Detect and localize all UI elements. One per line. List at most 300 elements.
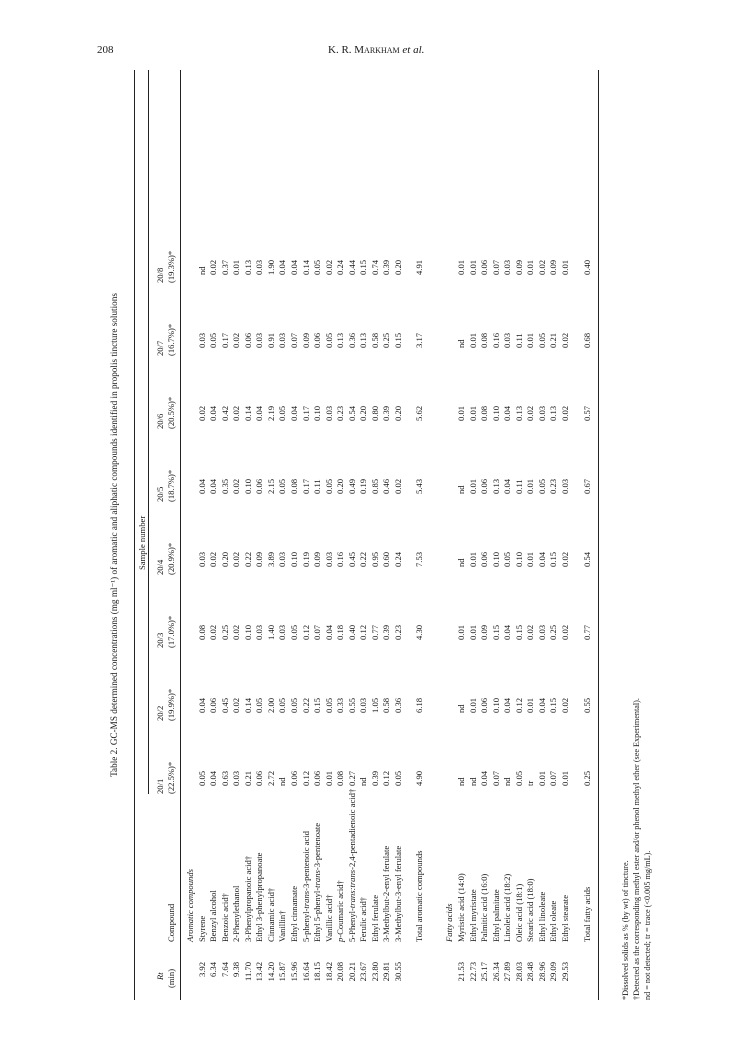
cell-value: 0.03 (323, 551, 334, 567)
sample-id-header: 20/3 (155, 632, 165, 648)
rt-value: 15.87 (277, 962, 288, 982)
compound-name: Cinnamic acid† (265, 887, 276, 942)
cell-value: 0.01 (456, 405, 466, 421)
cell-value: 0.02 (231, 624, 242, 640)
cell-value: 0.39 (369, 770, 380, 786)
cell-value: 0.06 (479, 551, 490, 567)
cell-value: 0.09 (513, 259, 524, 275)
compound-name: Ferulic acid† (358, 896, 369, 942)
rt-value: 22.73 (467, 962, 478, 982)
cell-value: 0.02 (231, 697, 242, 713)
cell-value: 0.63 (219, 770, 230, 786)
cell-value: nd (456, 339, 466, 348)
compound-name: Styrene (196, 915, 207, 942)
cell-value: 0.03 (277, 624, 288, 640)
cell-value: 0.20 (335, 478, 346, 494)
cell-value: 0.02 (525, 624, 536, 640)
cell-value: 0.02 (196, 405, 207, 421)
cell-value: 0.21 (548, 332, 559, 348)
cell-value: 0.03 (358, 697, 369, 713)
sample-solids-header: (19.9%)* (166, 688, 176, 721)
cell-value: 0.04 (323, 624, 334, 640)
cell-value: 0.01 (231, 259, 242, 275)
total-fatty-value: 0.68 (581, 332, 592, 348)
rt-value: 28.03 (513, 962, 524, 982)
cell-value: 0.05 (536, 478, 547, 494)
total-fatty-value: 0.55 (581, 697, 592, 713)
cell-value: 0.35 (219, 478, 230, 494)
cell-value: 0.06 (479, 259, 490, 275)
cell-value: 0.44 (346, 259, 357, 275)
total-fatty-value: 0.67 (581, 478, 592, 494)
cell-value: 0.27 (346, 770, 357, 786)
footnote: *Dissolved solids as % (by wt) of tincture. (621, 860, 630, 1000)
cell-value: 0.05 (323, 478, 334, 494)
cell-value: 0.19 (300, 551, 311, 567)
cell-value: 0.15 (513, 624, 524, 640)
page-number: 208 (97, 44, 114, 56)
cell-value: 0.03 (536, 405, 547, 421)
cell-value: 0.09 (479, 624, 490, 640)
section-heading-fatty: Fatty acids (444, 903, 455, 942)
rt-value: 6.34 (208, 962, 219, 978)
cell-value: 0.91 (265, 332, 276, 348)
cell-value: 0.01 (467, 478, 478, 494)
cell-value: 0.04 (277, 259, 288, 275)
sample-number-rule (148, 70, 149, 794)
compound-name: Palmitic acid (16:0) (479, 873, 490, 942)
rt-value: 18.15 (312, 962, 323, 982)
cell-value: 0.03 (536, 624, 547, 640)
cell-value: 0.04 (502, 697, 513, 713)
header-bottom-rule (180, 70, 181, 1000)
cell-value: 0.85 (369, 478, 380, 494)
cell-value: 0.37 (219, 259, 230, 275)
cell-value: 0.10 (513, 551, 524, 567)
sample-id-header: 20/8 (155, 267, 165, 283)
cell-value: 0.22 (242, 551, 253, 567)
cell-value: 0.01 (559, 770, 570, 786)
cell-value: 0.04 (208, 478, 219, 494)
cell-value: 0.13 (548, 405, 559, 421)
cell-value: 0.02 (231, 478, 242, 494)
cell-value: 0.22 (300, 697, 311, 713)
total-aromatic-value: 5.62 (414, 405, 425, 421)
rt-value: 30.55 (392, 962, 403, 982)
cell-value: 0.54 (346, 405, 357, 421)
rt-value: 26.34 (490, 962, 501, 982)
cell-value: 0.05 (323, 697, 334, 713)
rt-value: 28.96 (536, 962, 547, 982)
sample-solids-header: (20.5%)* (166, 396, 176, 429)
compound-name: Ethyl linoleate (536, 891, 547, 942)
cell-value: 0.03 (277, 551, 288, 567)
cell-value: 0.14 (242, 405, 253, 421)
cell-value: 0.02 (231, 551, 242, 567)
cell-value: 0.14 (300, 259, 311, 275)
cell-value: 0.10 (242, 624, 253, 640)
cell-value: 0.04 (288, 259, 299, 275)
rt-value: 18.42 (323, 962, 334, 982)
cell-value: 0.09 (254, 551, 265, 567)
cell-value: 0.36 (392, 697, 403, 713)
cell-value: 0.17 (300, 478, 311, 494)
sample-number-heading: Sample number (137, 515, 147, 570)
cell-value: 0.10 (288, 551, 299, 567)
cell-value: 0.01 (525, 478, 536, 494)
cell-value: 0.17 (300, 405, 311, 421)
rt-value: 11.70 (242, 962, 253, 982)
cell-value: 0.10 (490, 551, 501, 567)
rt-value: 16.64 (300, 962, 311, 982)
cell-value: 0.02 (208, 259, 219, 275)
rt-value: 13.42 (254, 962, 265, 982)
cell-value: 0.39 (381, 624, 392, 640)
cell-value: 0.06 (242, 332, 253, 348)
cell-value: 0.20 (392, 405, 403, 421)
cell-value: 0.05 (277, 405, 288, 421)
compound-name: Ethyl stearate (559, 894, 570, 942)
cell-value: 0.03 (323, 405, 334, 421)
cell-value: 0.58 (369, 332, 380, 348)
cell-value: 0.04 (502, 405, 513, 421)
compound-name: Benzyl alcohol (208, 890, 219, 942)
cell-value: 2.72 (265, 770, 276, 786)
total-fatty-label: Total fatty acids (581, 886, 592, 942)
cell-value: 0.60 (381, 551, 392, 567)
cell-value: 0.06 (479, 478, 490, 494)
cell-value: 0.02 (525, 405, 536, 421)
cell-value: 0.02 (392, 478, 403, 494)
cell-value: 0.11 (513, 333, 524, 348)
sample-id-header: 20/4 (155, 559, 165, 575)
compound-name: Ethyl 5-phenyl-trans-3-pentenoate (312, 822, 323, 942)
total-aromatic-value: 4.91 (414, 259, 425, 275)
cell-value: 0.04 (196, 697, 207, 713)
cell-value: 0.08 (288, 478, 299, 494)
rt-value: 27.89 (502, 962, 513, 982)
compound-name: Ethyl oleate (548, 900, 559, 942)
cell-value: 0.10 (490, 405, 501, 421)
cell-value: 0.25 (548, 624, 559, 640)
cell-value: 0.74 (369, 259, 380, 275)
cell-value: 0.40 (346, 624, 357, 640)
rotated-table-page (110, 70, 670, 1000)
cell-value: 0.05 (196, 770, 207, 786)
rt-value: 23.67 (358, 962, 369, 982)
cell-value: 0.15 (548, 697, 559, 713)
cell-value: nd (277, 777, 288, 786)
cell-value: 0.12 (358, 624, 369, 640)
cell-value: 0.07 (548, 770, 559, 786)
cell-value: 0.15 (392, 332, 403, 348)
cell-value: 0.02 (559, 551, 570, 567)
cell-value: 0.02 (559, 405, 570, 421)
cell-value: 0.10 (490, 697, 501, 713)
cell-value: 0.07 (490, 259, 501, 275)
cell-value: 0.09 (548, 259, 559, 275)
total-fatty-value: 0.54 (581, 551, 592, 567)
cell-value: 0.05 (502, 551, 513, 567)
compound-name: p-Coumaric acid† (335, 880, 346, 942)
cell-value: 0.05 (312, 259, 323, 275)
cell-value: 0.15 (490, 624, 501, 640)
cell-value: 0.45 (219, 697, 230, 713)
cell-value: 0.46 (381, 478, 392, 494)
rt-value: 29.09 (548, 962, 559, 982)
compound-name: Ethyl myristate (467, 889, 478, 942)
cell-value: 0.08 (479, 405, 490, 421)
cell-value: 0.12 (300, 624, 311, 640)
total-aromatic-value: 4.30 (414, 624, 425, 640)
cell-value: 0.10 (312, 405, 323, 421)
cell-value: 0.01 (559, 259, 570, 275)
cell-value: 0.04 (502, 624, 513, 640)
cell-value: 0.13 (335, 332, 346, 348)
cell-value: 0.04 (479, 770, 490, 786)
running-head-etal: et al. (399, 44, 425, 56)
cell-value: 0.04 (254, 405, 265, 421)
compound-name: Ethyl cinnamate (288, 885, 299, 942)
sample-id-header: 20/6 (155, 413, 165, 429)
compound-name: Oleic acid (18:1) (513, 883, 524, 942)
cell-value: 0.01 (467, 624, 478, 640)
cell-value: 0.05 (536, 332, 547, 348)
cell-value: 0.06 (254, 478, 265, 494)
cell-value: 0.16 (335, 551, 346, 567)
total-aromatic-label: Total aromatic compounds (414, 850, 425, 942)
table-bottom-rule (598, 70, 599, 1000)
rt-value: 25.17 (479, 962, 490, 982)
cell-value: 0.20 (219, 551, 230, 567)
cell-value: 0.01 (525, 259, 536, 275)
cell-value: 0.19 (358, 478, 369, 494)
cell-value: 0.01 (525, 551, 536, 567)
cell-value: 0.09 (300, 332, 311, 348)
cell-value: 0.02 (323, 259, 334, 275)
cell-value: 0.14 (242, 697, 253, 713)
cell-value: 0.15 (312, 697, 323, 713)
cell-value: 0.02 (559, 624, 570, 640)
cell-value: 0.05 (288, 697, 299, 713)
cell-value: 0.03 (196, 551, 207, 567)
sample-id-header: 20/1 (155, 778, 165, 794)
cell-value: 0.02 (536, 259, 547, 275)
compound-name: Ethyl palmitate (490, 889, 501, 942)
compound-name: Stearic acid (18:0) (525, 878, 536, 942)
cell-value: 1.05 (369, 697, 380, 713)
cell-value: 0.04 (208, 405, 219, 421)
cell-value: nd (502, 777, 513, 786)
sample-id-header: 20/7 (155, 340, 165, 356)
cell-value: 0.01 (323, 770, 334, 786)
cell-value: 0.80 (369, 405, 380, 421)
cell-value: 0.01 (525, 332, 536, 348)
rt-value: 29.81 (381, 962, 392, 982)
table-caption: Table 2. GC-MS determined concentrations (mg ml⁻¹) of aromatic and aliphatic compounds identified in propolis tincture solutions (109, 293, 119, 777)
cell-value: 0.06 (312, 332, 323, 348)
rt-value: 3.92 (196, 962, 207, 978)
cell-value: 0.21 (242, 770, 253, 786)
cell-value: 1.90 (265, 259, 276, 275)
table-footnotes (620, 698, 653, 1000)
cell-value: 0.23 (548, 478, 559, 494)
cell-value: 0.04 (288, 405, 299, 421)
rt-value: 15.96 (288, 962, 299, 982)
compound-name: Vanillin† (277, 910, 288, 942)
cell-value: 0.20 (358, 405, 369, 421)
cell-value: 0.02 (208, 624, 219, 640)
cell-value: 0.45 (346, 551, 357, 567)
cell-value: 0.06 (479, 697, 490, 713)
cell-value: nd (467, 777, 478, 786)
cell-value: 0.16 (490, 332, 501, 348)
cell-value: 0.39 (381, 259, 392, 275)
cell-value: nd (456, 704, 466, 713)
cell-value: 0.04 (502, 478, 513, 494)
cell-value: 0.05 (323, 332, 334, 348)
sample-solids-header: (20.9%)* (166, 542, 176, 575)
compound-name: 3-Methylbut-2-enyl ferulate (381, 845, 392, 942)
cell-value: 0.49 (346, 478, 357, 494)
cell-value: 0.08 (335, 770, 346, 786)
cell-value: 0.33 (335, 697, 346, 713)
cell-value: 0.23 (392, 624, 403, 640)
cell-value: 0.02 (559, 697, 570, 713)
section-heading-aromatic: Aromatic compounds (185, 869, 195, 942)
total-aromatic-value: 5.43 (414, 478, 425, 494)
cell-value: 0.17 (219, 332, 230, 348)
cell-value: 0.05 (277, 697, 288, 713)
compound-name: 2-Phenylethanol (231, 885, 242, 942)
cell-value: 0.07 (288, 332, 299, 348)
cell-value: 0.22 (358, 551, 369, 567)
cell-value: 0.08 (196, 624, 207, 640)
total-aromatic-value: 3.17 (414, 332, 425, 348)
cell-value: 0.03 (254, 332, 265, 348)
cell-value: 0.13 (513, 405, 524, 421)
rt-value: 14.20 (265, 962, 276, 982)
cell-value: 0.07 (490, 770, 501, 786)
cell-value: 0.01 (467, 697, 478, 713)
compound-name: 5-phenyl-trans-3-pentenoic acid (300, 831, 311, 942)
table-top-rule (134, 70, 135, 1000)
total-aromatic-value: 7.53 (414, 551, 425, 567)
cell-value: 0.03 (502, 332, 513, 348)
total-fatty-value: 0.40 (581, 259, 592, 275)
sample-solids-header: (19.3%)* (166, 250, 176, 283)
cell-value: 0.36 (346, 332, 357, 348)
compound-name: Linoleic acid (18:2) (502, 873, 513, 942)
sample-solids-header: (18.7%)* (166, 469, 176, 502)
rt-value: 7.64 (219, 962, 230, 978)
cell-value: 0.01 (467, 332, 478, 348)
compound-name: 5-Phenyl-trans:trans-2,4-pentadienoic acid† (346, 788, 357, 942)
rt-value: 21.53 (456, 962, 466, 982)
cell-value: 0.02 (231, 332, 242, 348)
cell-value: 0.11 (513, 479, 524, 494)
cell-value: 0.03 (559, 478, 570, 494)
cell-value: 0.25 (219, 624, 230, 640)
cell-value: 0.12 (300, 770, 311, 786)
cell-value: 0.23 (335, 405, 346, 421)
cell-value: 0.03 (254, 259, 265, 275)
rt-value: 20.08 (335, 962, 346, 982)
rt-unit-header: (min) (166, 968, 176, 988)
cell-value: 0.20 (392, 259, 403, 275)
cell-value: 2.19 (265, 405, 276, 421)
sample-solids-header: (22.5%)* (166, 761, 176, 794)
cell-value: 0.03 (196, 332, 207, 348)
cell-value: 0.01 (467, 551, 478, 567)
total-aromatic-value: 4.90 (414, 770, 425, 786)
cell-value: 0.95 (369, 551, 380, 567)
rt-value: 28.48 (525, 962, 536, 982)
running-head (328, 44, 424, 56)
rt-header: Rt (155, 972, 165, 980)
compound-name: 3-Methylbut-3-enyl ferulate (392, 845, 403, 942)
cell-value: 0.03 (502, 259, 513, 275)
cell-value: 0.05 (277, 478, 288, 494)
cell-value: 0.12 (381, 770, 392, 786)
cell-value: 0.05 (513, 770, 524, 786)
cell-value: 0.24 (392, 551, 403, 567)
cell-value: 0.15 (358, 259, 369, 275)
cell-value: 0.06 (254, 770, 265, 786)
cell-value: 0.01 (536, 770, 547, 786)
cell-value: 0.04 (208, 770, 219, 786)
cell-value: 0.02 (208, 551, 219, 567)
cell-value: 1.40 (265, 624, 276, 640)
cell-value: tr (525, 780, 536, 786)
rt-value: 20.21 (346, 962, 357, 982)
cell-value: 0.09 (312, 551, 323, 567)
rt-value: 29.53 (559, 962, 570, 982)
cell-value: 0.03 (254, 624, 265, 640)
cell-value: nd (196, 266, 207, 275)
cell-value: 0.39 (381, 405, 392, 421)
cell-value: 0.15 (548, 551, 559, 567)
cell-value: 3.89 (265, 551, 276, 567)
total-fatty-value: 0.77 (581, 624, 592, 640)
cell-value: 0.11 (312, 479, 323, 494)
cell-value: 0.01 (467, 259, 478, 275)
cell-value: 0.03 (231, 770, 242, 786)
cell-value: 0.12 (513, 697, 524, 713)
total-fatty-value: 0.57 (581, 405, 592, 421)
cell-value: 0.04 (536, 551, 547, 567)
cell-value: 0.25 (381, 332, 392, 348)
cell-value: 0.06 (288, 770, 299, 786)
cell-value: 0.18 (335, 624, 346, 640)
sample-solids-header: (17.0%)* (166, 615, 176, 648)
compound-name: 3-Phenylpropanoic acid† (242, 855, 253, 942)
cell-value: 0.06 (208, 697, 219, 713)
cell-value: 0.01 (525, 697, 536, 713)
cell-value: 0.01 (456, 259, 466, 275)
sample-id-header: 20/5 (155, 486, 165, 502)
cell-value: nd (358, 777, 369, 786)
cell-value: 0.13 (358, 332, 369, 348)
rt-value: 9.38 (231, 962, 242, 978)
cell-value: 0.02 (559, 332, 570, 348)
compound-name: Myristic acid (14:0) (456, 873, 466, 942)
cell-value: 0.01 (456, 624, 466, 640)
cell-value: 0.04 (536, 697, 547, 713)
sample-solids-header: (16.7%)* (166, 323, 176, 356)
cell-value: 2.00 (265, 697, 276, 713)
cell-value: nd (456, 485, 466, 494)
